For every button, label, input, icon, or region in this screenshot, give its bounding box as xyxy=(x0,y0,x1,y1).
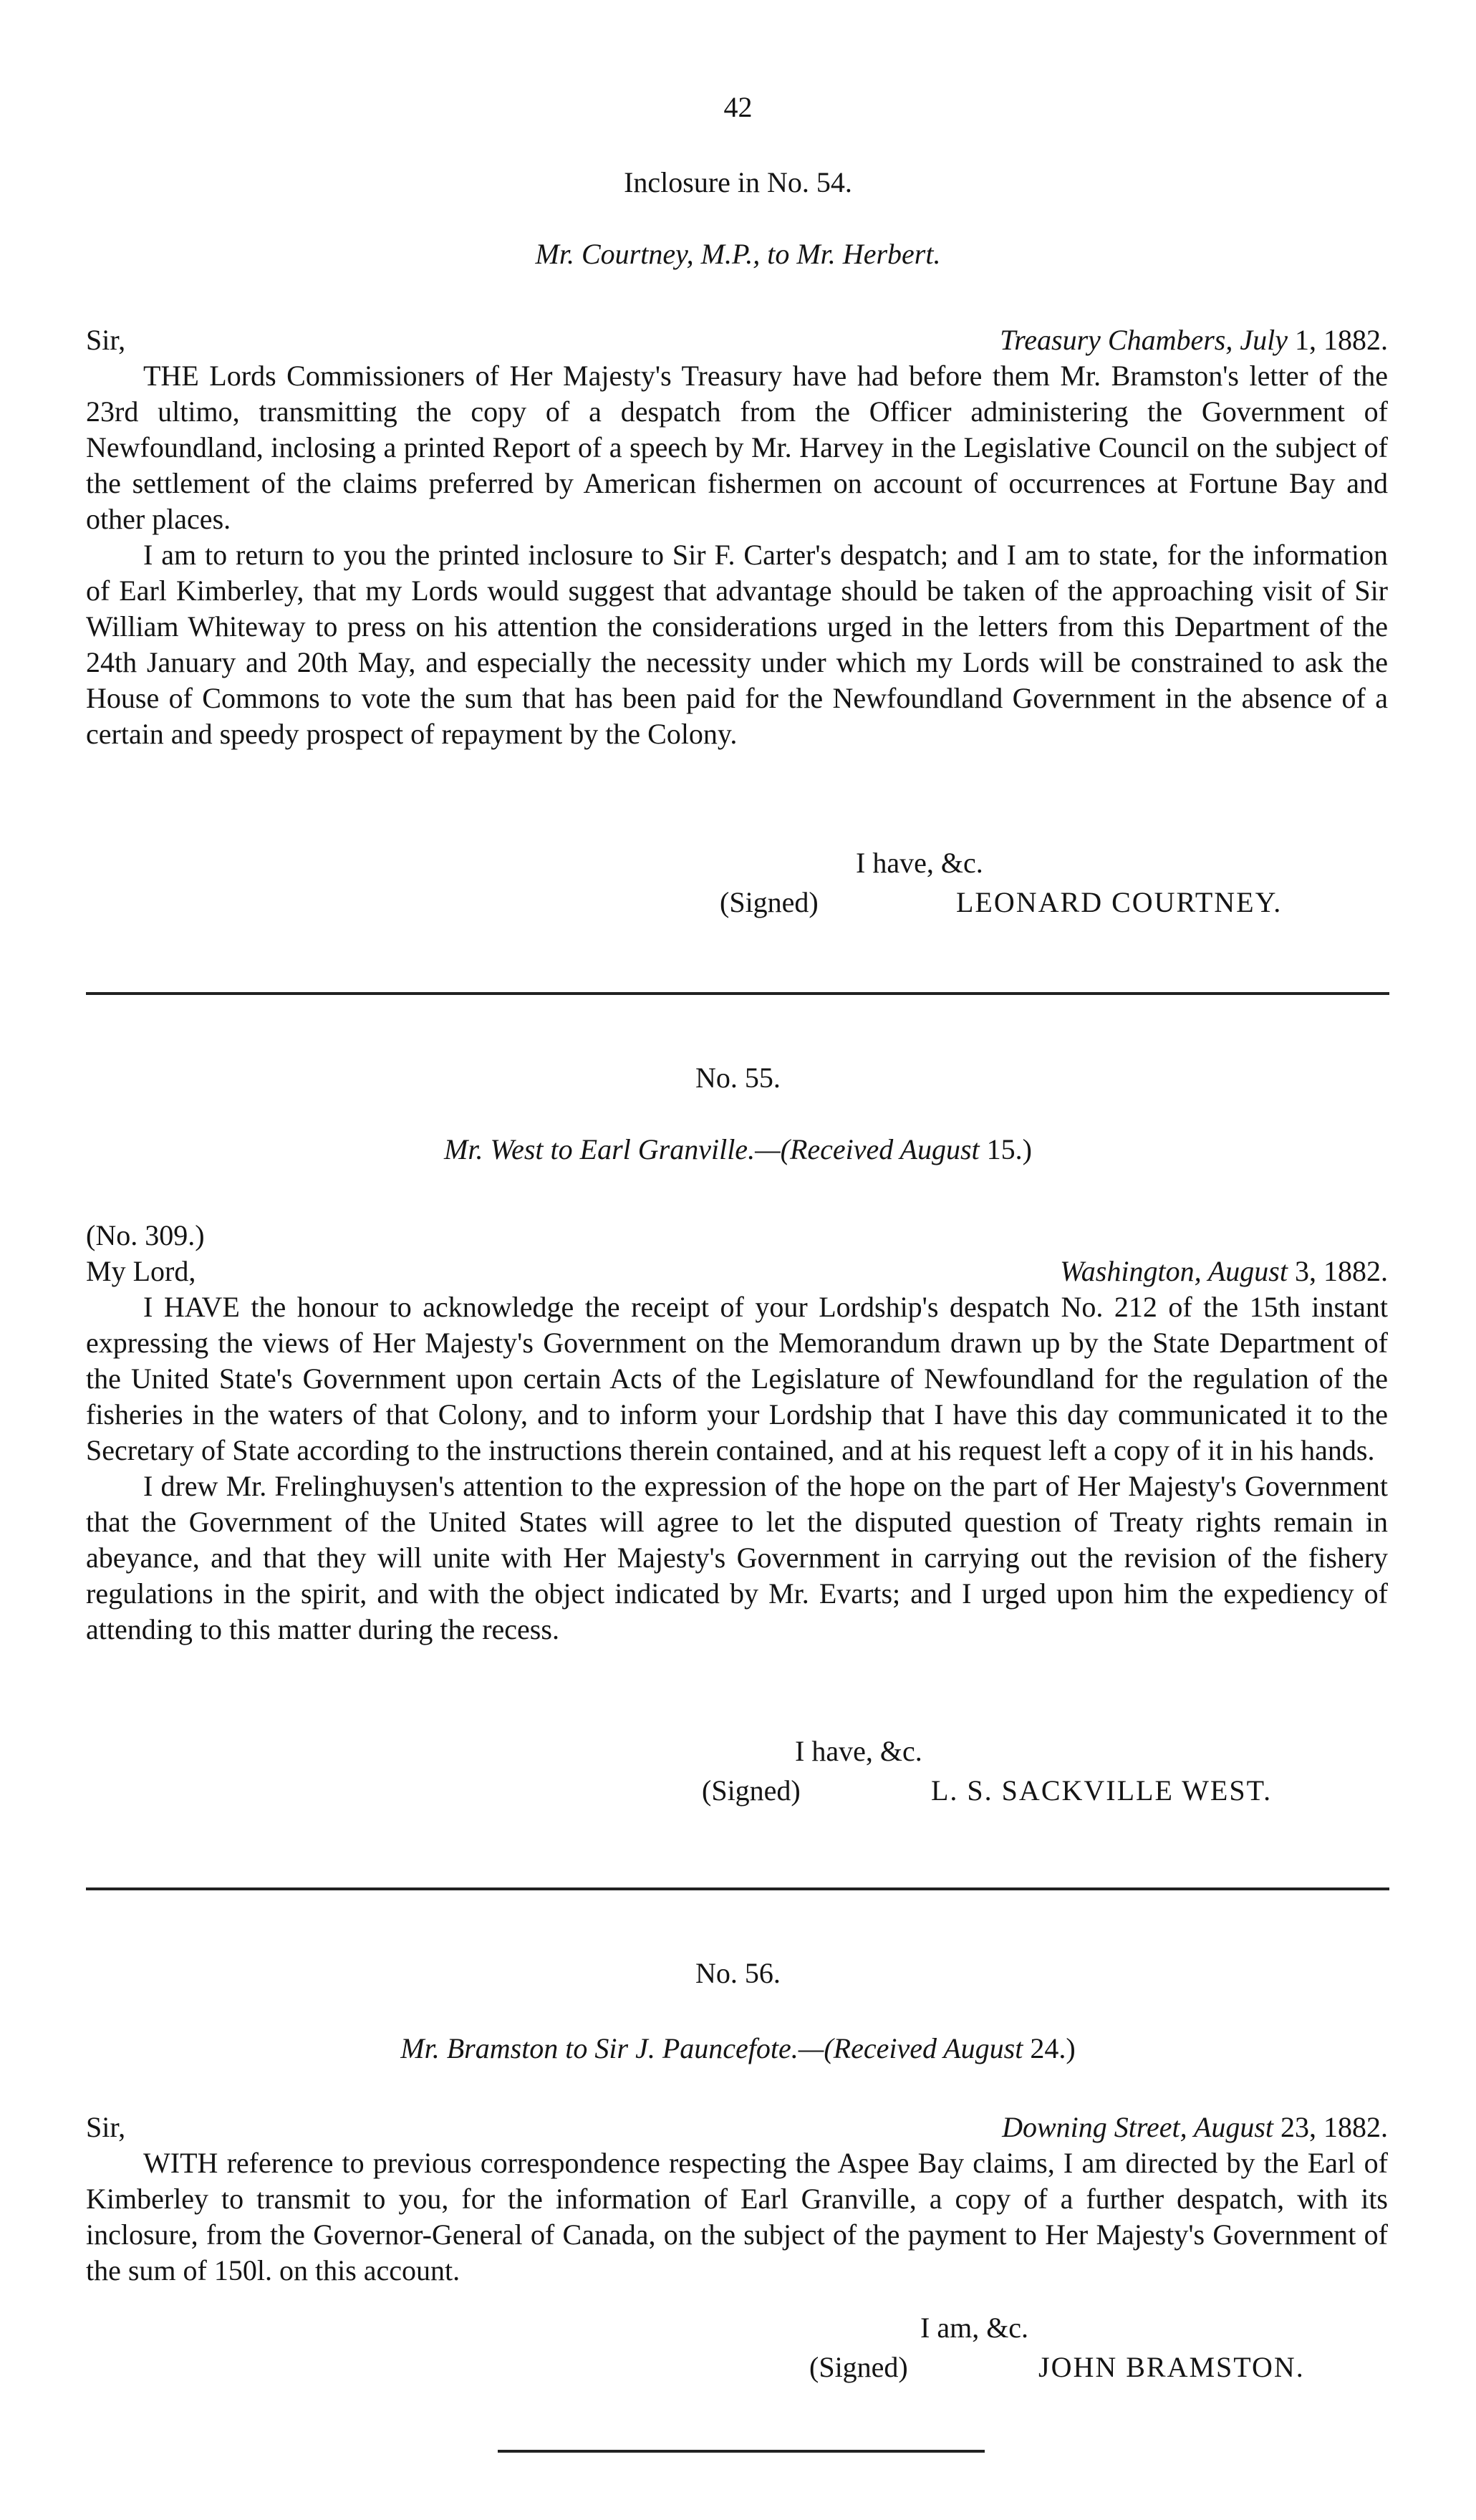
end-rule xyxy=(498,2450,985,2453)
inclosure-dateline-place: Treasury Chambers, July xyxy=(1000,324,1288,356)
no56-salutation: Sir, xyxy=(86,2111,126,2143)
no55-subheading-tail: 15.) xyxy=(986,1133,1032,1165)
inclosure-dateline xyxy=(1000,322,1388,358)
inclosure-paragraph-2: I am to return to you the printed inclosure to Sir F. Carter's despatch; and I am to state, for the information of Earl Kimberley, that my Lords would suggest that advantage should be taken of the approaching visit of Sir William Whiteway to press on his attention the considerations urged in the letters from this Department of the 24th January and 20th May, and especially the necessity under which my Lords will be constrained to ask the House of Commons to vote the sum that has been paid for the Newfoundland Government in the absence of a certain and speedy prospect of repayment by the Colony. xyxy=(86,539,1388,750)
inclosure-paragraph-1: THE Lords Commissioners of Her Majesty's Treasury have had before them Mr. Bramston's letter of the 23rd ultimo, transmitting the copy of a despatch from the Officer administering the Government of Newfoundland, inclosing a printed Report of a speech by Mr. Harvey in the Legislative Council on the subject of the settlement of the claims preferred by American fishermen on account of occurrences at Fortune Bay and other places. xyxy=(86,360,1388,535)
no55-paragraph-1: I HAVE the honour to acknowledge the receipt of your Lordship's despatch No. 212 of the 15th instant expressing the views of Her Majesty's Government on the Memorandum drawn up by the State Department of the United State's Government upon certain Acts of the Legislature of Newfoundland for the regulation of the fisheries in the waters of that Colony, and to inform your Lordship that I have this day communicated it to the Secretary of State according to the instructions therein contained, and at his request left a copy of it in his hands. xyxy=(86,1291,1388,1466)
no56-heading: No. 56. xyxy=(695,1957,781,1989)
inclosure-salutation: Sir, xyxy=(86,324,126,356)
no56-dateline-date: 23, 1882. xyxy=(1280,2111,1388,2143)
inclosure-dateline-date: 1, 1882. xyxy=(1295,324,1388,356)
inclosure-body xyxy=(86,358,1388,752)
inclosure-closing: I have, &c. xyxy=(856,847,983,879)
no56-closing: I am, &c. xyxy=(920,2312,1029,2344)
no56-subheading-tail: 24.) xyxy=(1030,2032,1076,2064)
no56-subheading xyxy=(0,2031,1476,2067)
no55-subheading-italic: Mr. West to Earl Granville.—(Received August xyxy=(444,1133,980,1165)
no56-paragraph-1: WITH reference to previous correspondence respecting the Aspee Bay claims, I am directed by the Earl of Kimberley to transmit to you, for the information of Earl Granville, a copy of a further despatch, with its inclosure, from the Governor-General of Canada, on the subject of the payment to Her Majesty's Government of the sum of 150l. on this account. xyxy=(86,2147,1388,2286)
inclosure-signed-label: (Signed) xyxy=(720,886,819,918)
inclosure-subheading: Mr. Courtney, M.P., to Mr. Herbert. xyxy=(535,238,941,270)
no55-dateline-place: Washington, August xyxy=(1060,1255,1288,1287)
section-divider xyxy=(86,1887,1389,1890)
no55-salutation: My Lord, xyxy=(86,1255,196,1287)
section-divider xyxy=(86,992,1389,995)
inclosure-signature: LEONARD COURTNEY. xyxy=(956,886,1283,918)
no55-signature: L. S. SACKVILLE WEST. xyxy=(931,1774,1273,1807)
no55-subheading xyxy=(0,1132,1476,1168)
no56-subheading-italic: Mr. Bramston to Sir J. Pauncefote.—(Received August xyxy=(400,2032,1023,2064)
no55-signed-label: (Signed) xyxy=(702,1774,801,1807)
no55-dateline xyxy=(1060,1254,1388,1289)
inclosure-heading: Inclosure in No. 54. xyxy=(624,166,852,198)
no56-dateline-place: Downing Street, August xyxy=(1002,2111,1273,2143)
page-number: 42 xyxy=(723,91,753,123)
no55-body xyxy=(86,1289,1388,1648)
no56-dateline xyxy=(1002,2110,1388,2145)
no55-closing: I have, &c. xyxy=(795,1735,922,1767)
no56-signed-label: (Signed) xyxy=(809,2351,908,2383)
no55-heading: No. 55. xyxy=(695,1062,781,1094)
no55-paragraph-2: I drew Mr. Frelinghuysen's attention to the expression of the hope on the part of Her Majesty's Government that the Government of the United States will agree to let the disputed question of Treaty rights remain in abeyance, and that they will unite with Her Majesty's Government in carrying out the revision of the fishery regulations in the spirit, and with the object indicated by Mr. Evarts; and I urged upon him the expediency of attending to this matter during the recess. xyxy=(86,1470,1388,1645)
no55-reference: (No. 309.) xyxy=(86,1219,205,1251)
no56-body xyxy=(86,2145,1388,2289)
no55-dateline-date: 3, 1882. xyxy=(1295,1255,1388,1287)
no56-signature: JOHN BRAMSTON. xyxy=(1038,2351,1305,2383)
